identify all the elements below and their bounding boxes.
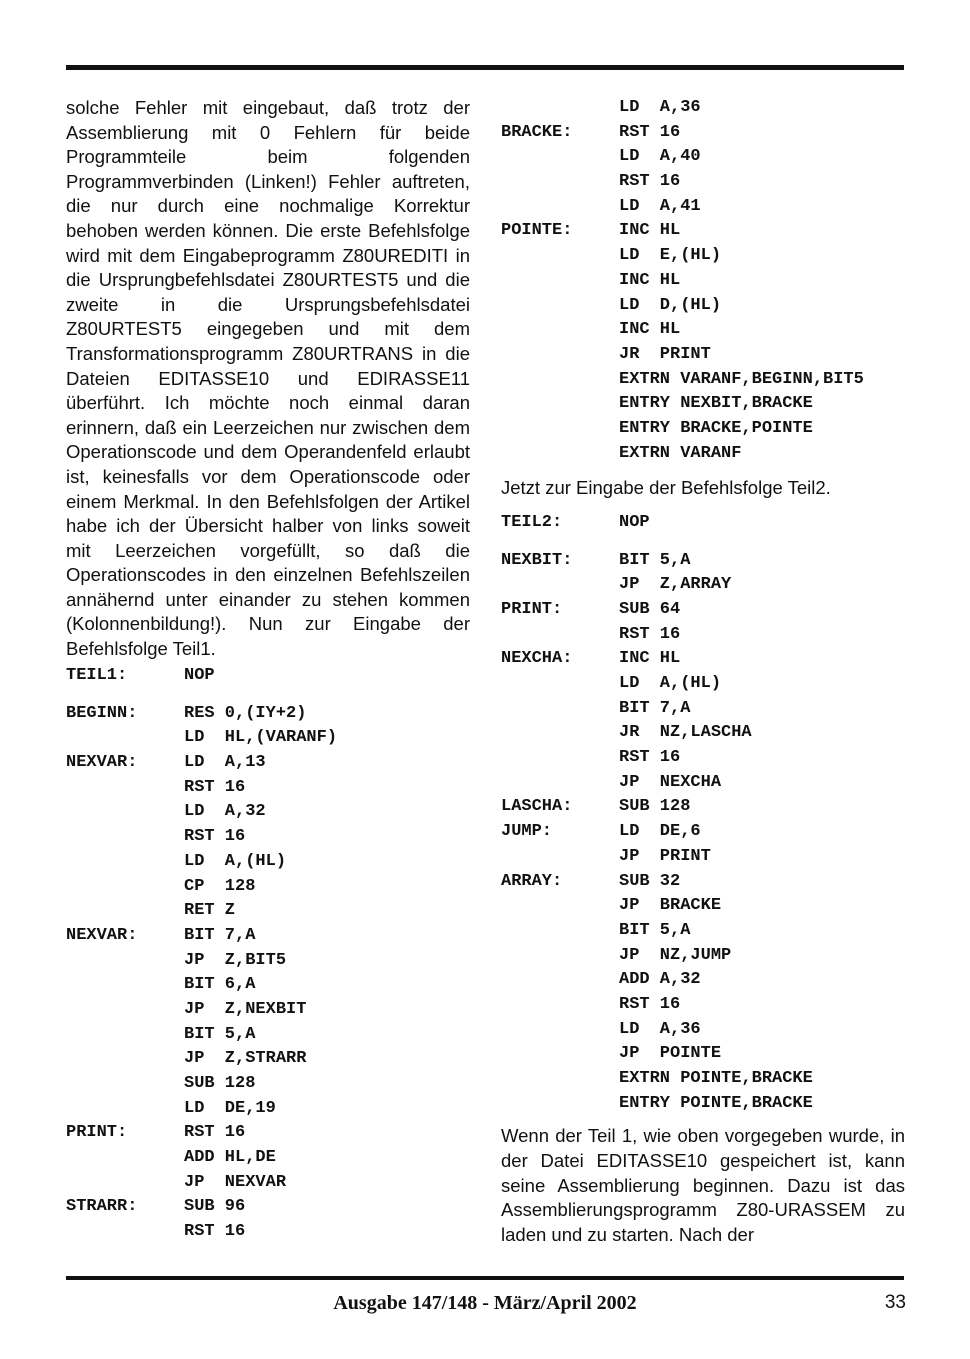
code-label: STRARR: <box>66 1197 138 1217</box>
code-instruction: NOP <box>184 666 215 685</box>
code-line <box>501 870 905 895</box>
code-instruction: EXTRN VARANF <box>619 443 742 463</box>
code-label <box>66 998 184 1023</box>
code-line <box>66 1220 470 1245</box>
code-instruction: RST 16 <box>619 172 681 192</box>
code-label: NEXCHA: <box>501 649 573 669</box>
code-label <box>66 875 184 900</box>
code-line <box>66 998 470 1023</box>
code-label <box>501 195 619 220</box>
code-instruction: JP NEXVAR <box>184 1172 287 1192</box>
code-line <box>501 746 905 771</box>
code-line <box>66 776 470 801</box>
code-line <box>501 96 905 121</box>
code-line <box>66 1121 470 1146</box>
code-line <box>66 664 470 689</box>
code-label <box>501 845 619 870</box>
code-line <box>501 771 905 796</box>
code-line <box>501 195 905 220</box>
code-instruction: LD A,(HL) <box>619 674 722 694</box>
code-instruction: LD A,40 <box>619 147 701 167</box>
code-label: BEGINN: <box>66 703 138 723</box>
code-line <box>66 726 470 751</box>
code-line <box>66 924 470 949</box>
code-label <box>66 776 184 801</box>
code-instruction: JP NEXCHA <box>619 772 722 792</box>
code-line <box>501 672 905 697</box>
code-instruction: BIT 6,A <box>184 975 256 995</box>
code-label: NEXVAR: <box>66 753 138 773</box>
code-instruction: LD DE,19 <box>184 1098 276 1118</box>
code-instruction: CP 128 <box>184 876 256 896</box>
left-column <box>66 96 470 1245</box>
code-label <box>501 1042 619 1067</box>
code-label <box>66 726 184 751</box>
code-line <box>501 993 905 1018</box>
code-label <box>501 721 619 746</box>
code-line <box>66 751 470 776</box>
code-label <box>501 392 619 417</box>
code-instruction: RST 16 <box>184 1123 246 1143</box>
code-instruction: JP Z,BIT5 <box>184 950 287 970</box>
code-line <box>501 795 905 820</box>
code-label: PRINT: <box>501 599 563 619</box>
code-label <box>501 368 619 393</box>
code-instruction: ENTRY POINTE,BRACKE <box>619 1093 813 1113</box>
code-line <box>66 949 470 974</box>
code-instruction: BIT 7,A <box>619 698 691 718</box>
code-line <box>501 368 905 393</box>
code-label: JUMP: <box>501 822 553 842</box>
code-line <box>501 511 905 536</box>
code-line <box>501 170 905 195</box>
code-instruction: NOP <box>619 512 650 532</box>
code-label: BRACKE: <box>501 122 573 142</box>
code-line <box>501 919 905 944</box>
code-line <box>66 702 470 727</box>
code-line <box>501 573 905 598</box>
code-label <box>66 1047 184 1072</box>
code-instruction: JP Z,ARRAY <box>619 575 732 595</box>
code-label <box>66 825 184 850</box>
code-line <box>501 944 905 969</box>
code-label <box>66 949 184 974</box>
code-line <box>66 973 470 998</box>
code-line <box>501 121 905 146</box>
code-instruction: RST 16 <box>619 994 681 1014</box>
code-line <box>66 1171 470 1196</box>
code-instruction: RST 16 <box>184 827 246 847</box>
code-label <box>501 417 619 442</box>
code-instruction: JP NZ,JUMP <box>619 945 732 965</box>
code-instruction: BIT 5,A <box>619 920 691 940</box>
code-line <box>501 647 905 672</box>
code-line <box>501 417 905 442</box>
code-instruction: SUB 64 <box>619 599 681 619</box>
code-label <box>501 318 619 343</box>
code-line <box>501 442 905 467</box>
code-instruction: LD D,(HL) <box>619 295 722 315</box>
code-instruction: RST 16 <box>184 1222 246 1242</box>
code-label <box>501 919 619 944</box>
code-line <box>501 343 905 368</box>
code-instruction: LD A,36 <box>619 98 701 117</box>
code-label <box>66 850 184 875</box>
code-line <box>501 318 905 343</box>
code-instruction: BIT 5,A <box>619 550 691 570</box>
intro-paragraph: solche Fehler mit eingebaut, daß trotz der Assemblierung mit 0 Fehlern für beide Programmteile beim folgenden Programmverbinden (Linken!) Fehler auftreten, die nur durch eine nochmalige Korrektur behoben werden können. Die erste Befehlsfolge wird mit dem Eingabeprogramm Z80UREDITI in die Ursprungbefehlsdatei Z80URTEST5 und die zweite in die Ursprungsbefehlsdatei Z80URTEST5 eingegeben und mit dem Transformationsprogramm Z80URTRANS in die Dateien EDITASSE10 und EDIRASSE11 überführt. Ich möchte noch einmal daran erinnern, daß ein Leerzeichen nur zwischen dem Operationscode und dem Operandenfeld erlaubt ist, keinesfalls vor dem Operationscode oder einem Merkmal. In den Befehlsfolgen der Artikel habe ich der Übersicht halber von links soweit mit Leerzeichen vorgefüllt, so daß die Operationscodes in den einzelnen Befehlszeilen annähernd unter einander zu stehen kommen (Kolonnenbildung!). Nun zur Eingabe der Befehlsfolge Teil1. <box>66 97 470 660</box>
code-label <box>501 573 619 598</box>
code-instruction: LD A,(HL) <box>184 851 287 871</box>
code-instruction: EXTRN VARANF,BEGINN,BIT5 <box>619 369 864 389</box>
code-line <box>501 968 905 993</box>
code-label <box>501 993 619 1018</box>
closing-paragraph: Wenn der Teil 1, wie oben vorgegeben wurde, in der Datei EDITASSE10 gespeichert ist, kann seine Assemblierung beginnen. Dazu ist das Assemblierungsprogramm Z80-URASSEM zu laden und zu starten. Nach der <box>501 1125 905 1245</box>
code-instruction: LD E,(HL) <box>619 246 722 266</box>
code-instruction: JP Z,NEXBIT <box>184 999 307 1019</box>
code-line <box>501 623 905 648</box>
code-line <box>66 800 470 825</box>
code-label <box>501 294 619 319</box>
page-number: 33 <box>884 1292 906 1313</box>
code-line <box>501 894 905 919</box>
code-instruction: JP PRINT <box>619 846 711 866</box>
code-instruction: RST 16 <box>619 748 681 768</box>
code-instruction: LD HL,(VARANF) <box>184 728 338 748</box>
top-rule <box>66 65 904 70</box>
code-instruction: EXTRN POINTE,BRACKE <box>619 1069 813 1089</box>
code-label: NEXVAR: <box>66 925 138 945</box>
code-label <box>66 899 184 924</box>
code-line <box>501 269 905 294</box>
teil2-intro: Jetzt zur Eingabe der Befehlsfolge Teil2. <box>501 477 831 499</box>
code-line <box>66 1097 470 1122</box>
code-label <box>501 269 619 294</box>
code-instruction: RST 16 <box>184 777 246 797</box>
code-listing-teil2 <box>501 511 905 1117</box>
code-instruction: JP POINTE <box>619 1044 722 1064</box>
code-label <box>501 944 619 969</box>
code-instruction: SUB 128 <box>184 1074 256 1093</box>
code-instruction: SUB 96 <box>184 1197 246 1217</box>
code-instruction: ENTRY BRACKE,POINTE <box>619 418 813 438</box>
code-label <box>501 672 619 697</box>
code-line <box>66 1023 470 1048</box>
code-instruction: INC HL <box>619 320 681 340</box>
code-label <box>66 1146 184 1171</box>
code-instruction: JP Z,STRARR <box>184 1049 307 1069</box>
code-label: NEXBIT: <box>501 550 573 570</box>
code-line <box>501 549 905 574</box>
code-label <box>501 1018 619 1043</box>
code-label <box>501 244 619 269</box>
code-instruction: INC HL <box>619 649 681 669</box>
code-line <box>66 1195 470 1220</box>
code-label <box>501 1067 619 1092</box>
code-line <box>66 825 470 850</box>
code-instruction: SUB 128 <box>619 797 691 817</box>
code-label: LASCHA: <box>501 797 573 817</box>
code-label <box>66 1171 184 1196</box>
code-label <box>501 746 619 771</box>
code-instruction: ENTRY NEXBIT,BRACKE <box>619 394 813 414</box>
code-line <box>501 598 905 623</box>
code-label <box>501 623 619 648</box>
right-column <box>501 96 905 1247</box>
code-instruction: RST 16 <box>619 122 681 142</box>
code-line <box>501 392 905 417</box>
code-label <box>501 771 619 796</box>
code-instruction: RET Z <box>184 901 236 921</box>
code-label <box>66 1097 184 1122</box>
code-line <box>501 145 905 170</box>
code-label: PRINT: <box>66 1123 128 1143</box>
code-label <box>501 894 619 919</box>
code-line <box>501 1042 905 1067</box>
code-line <box>501 294 905 319</box>
code-label <box>66 1072 184 1097</box>
code-instruction: BIT 7,A <box>184 925 256 945</box>
code-label <box>66 1023 184 1048</box>
code-label <box>501 145 619 170</box>
code-line <box>501 1018 905 1043</box>
code-line <box>501 244 905 269</box>
code-instruction: JP BRACKE <box>619 896 722 916</box>
code-listing-teil1 <box>66 664 470 1245</box>
code-instruction: LD A,13 <box>184 753 266 773</box>
code-line <box>501 820 905 845</box>
code-label <box>501 1092 619 1117</box>
code-instruction: SUB 32 <box>619 871 681 891</box>
code-line <box>66 850 470 875</box>
code-instruction: INC HL <box>619 221 681 241</box>
code-label <box>501 170 619 195</box>
code-line <box>501 1092 905 1117</box>
code-instruction: INC HL <box>619 270 681 290</box>
bottom-rule <box>66 1276 904 1280</box>
code-label <box>66 800 184 825</box>
code-line <box>501 697 905 722</box>
code-instruction: LD A,41 <box>619 196 701 216</box>
code-label <box>501 96 619 121</box>
code-instruction: BIT 5,A <box>184 1024 256 1044</box>
code-instruction: LD A,36 <box>619 1019 701 1039</box>
code-instruction: JR PRINT <box>619 344 711 364</box>
code-instruction: JR NZ,LASCHA <box>619 723 752 743</box>
code-line <box>66 1047 470 1072</box>
code-label: TEIL1: <box>66 666 128 685</box>
code-label <box>501 968 619 993</box>
code-instruction: ADD A,32 <box>619 970 701 990</box>
code-line <box>501 721 905 746</box>
code-line <box>66 899 470 924</box>
code-instruction: ADD HL,DE <box>184 1148 276 1168</box>
code-line <box>501 845 905 870</box>
code-label <box>501 697 619 722</box>
issue-footer: Ausgabe 147/148 - März/April 2002 <box>333 1292 637 1314</box>
code-label <box>66 1220 184 1245</box>
code-label <box>66 973 184 998</box>
code-line <box>66 875 470 900</box>
code-label <box>501 343 619 368</box>
code-label: TEIL2: <box>501 512 563 532</box>
code-instruction: RES 0,(IY+2) <box>184 703 307 723</box>
code-line <box>501 1067 905 1092</box>
code-instruction: LD DE,6 <box>619 822 701 842</box>
code-instruction: RST 16 <box>619 624 681 644</box>
code-label: POINTE: <box>501 221 573 241</box>
code-line <box>66 1146 470 1171</box>
code-line <box>66 1072 470 1097</box>
code-instruction: LD A,32 <box>184 802 266 822</box>
code-listing-teil1-continued <box>501 96 905 466</box>
code-label: ARRAY: <box>501 871 563 891</box>
code-label <box>501 442 619 467</box>
code-line <box>501 219 905 244</box>
